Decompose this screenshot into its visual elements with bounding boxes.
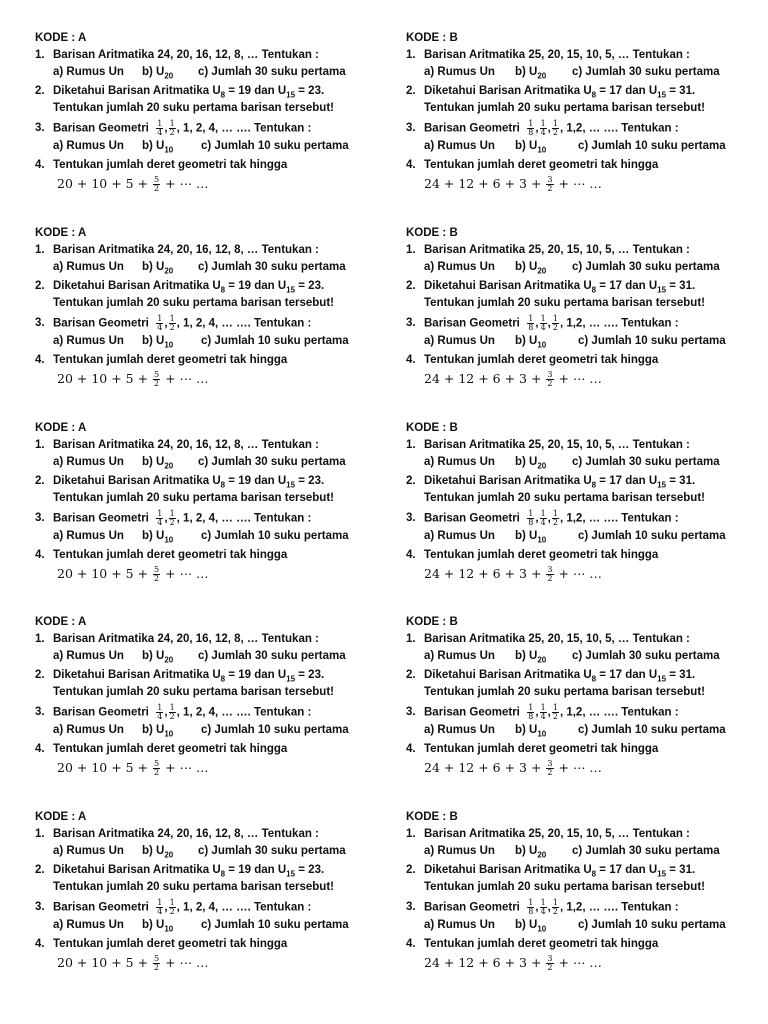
option-c: c) Jumlah 30 suku pertama	[198, 261, 346, 273]
question-number: 4.	[406, 549, 416, 561]
option-c: c) Jumlah 10 suku pertama	[578, 919, 726, 931]
question-2-text: Diketahui Barisan Aritmatika $U_8 = 17$ dan $U_{15} = 31$.	[424, 475, 696, 490]
question-card	[35, 420, 383, 584]
option-b: b) $U_{20}$	[515, 456, 547, 471]
question-number: 4.	[406, 938, 416, 950]
question-1-text: Barisan Aritmatika 24, 20, 16, 12, 8, … Tentukan :	[53, 633, 319, 645]
question-2-text: Diketahui Barisan Aritmatika $U_8 = 17$ dan $U_{15} = 31$.	[424, 280, 696, 295]
series-expression: 24 + 12 + 6 + 3 + $\frac{3}{2}$ + ⋯ …	[424, 370, 602, 388]
option-c: c) Jumlah 30 suku pertama	[198, 456, 346, 468]
fraction: $\frac{1}{8}$	[528, 314, 534, 332]
question-number: 1.	[35, 439, 45, 451]
option-a: a) Rumus Un	[53, 456, 124, 468]
option-b: b) $U_{20}$	[142, 650, 174, 665]
question-number: 2.	[35, 669, 45, 681]
option-a: a) Rumus Un	[53, 724, 124, 736]
series-expression: 20 + 10 + 5 + $\frac{5}{2}$ + ⋯ …	[57, 175, 209, 193]
question-number: 3.	[406, 317, 416, 329]
question-4-text: Tentukan jumlah deret geometri tak hingga	[53, 938, 288, 950]
question-number: 2.	[35, 85, 45, 97]
fraction: $\frac{3}{2}$	[547, 370, 553, 388]
option-c: c) Jumlah 10 suku pertama	[201, 140, 349, 152]
question-number: 3.	[406, 706, 416, 718]
series-expression: 24 + 12 + 6 + 3 + $\frac{3}{2}$ + ⋯ …	[424, 175, 602, 193]
question-1-text: Barisan Aritmatika 24, 20, 16, 12, 8, … Tentukan :	[53, 439, 319, 451]
question-4-text: Tentukan jumlah deret geometri tak hingga	[424, 938, 659, 950]
question-number: 4.	[35, 354, 45, 366]
fraction: $\frac{1}{4}$	[540, 119, 546, 137]
series-expression: 24 + 12 + 6 + 3 + $\frac{3}{2}$ + ⋯ …	[424, 954, 602, 972]
fraction: $\frac{5}{2}$	[154, 370, 160, 388]
option-a: a) Rumus Un	[53, 261, 124, 273]
option-a: a) Rumus Un	[53, 335, 124, 347]
question-number: 4.	[35, 159, 45, 171]
question-2-instruction: Tentukan jumlah 20 suku pertama barisan tersebut!	[53, 102, 334, 114]
question-number: 1.	[35, 828, 45, 840]
question-number: 2.	[35, 864, 45, 876]
option-c: c) Jumlah 10 suku pertama	[201, 919, 349, 931]
fraction: $\frac{5}{2}$	[154, 954, 160, 972]
question-1-text: Barisan Aritmatika 25, 20, 15, 10, 5, … Tentukan :	[424, 49, 690, 61]
fraction: $\frac{5}{2}$	[154, 175, 160, 193]
question-number: 4.	[35, 743, 45, 755]
option-b: b) $U_{20}$	[142, 845, 174, 860]
fraction: $\frac{1}{2}$	[169, 509, 175, 527]
fraction: $\frac{1}{2}$	[552, 898, 558, 916]
option-a: a) Rumus Un	[424, 140, 495, 152]
question-number: 4.	[35, 549, 45, 561]
card-code: KODE : B	[406, 616, 458, 628]
option-c: c) Jumlah 10 suku pertama	[201, 530, 349, 542]
question-1-text: Barisan Aritmatika 24, 20, 16, 12, 8, … Tentukan :	[53, 828, 319, 840]
question-2-instruction: Tentukan jumlah 20 suku pertama barisan tersebut!	[53, 881, 334, 893]
question-2-instruction: Tentukan jumlah 20 suku pertama barisan tersebut!	[424, 686, 705, 698]
option-b: b) $U_{10}$	[142, 140, 174, 155]
fraction: $\frac{1}{4}$	[157, 898, 163, 916]
option-c: c) Jumlah 30 suku pertama	[572, 650, 720, 662]
option-b: b) $U_{10}$	[142, 530, 174, 545]
question-2-text: Diketahui Barisan Aritmatika $U_8 = 17$ dan $U_{15} = 31$.	[424, 85, 696, 100]
question-4-text: Tentukan jumlah deret geometri tak hingga	[53, 549, 288, 561]
question-2-text: Diketahui Barisan Aritmatika $U_8 = 19$ dan $U_{15} = 23$.	[53, 669, 325, 684]
fraction: $\frac{5}{2}$	[154, 759, 160, 777]
fraction: $\frac{1}{4}$	[157, 119, 163, 137]
question-3-text: Barisan Geometri $\frac{1}{4}$ , $\frac{1}{2}$ , 1, 2, 4, … …. Tentukan :	[53, 703, 312, 721]
question-number: 1.	[406, 439, 416, 451]
option-a: a) Rumus Un	[53, 530, 124, 542]
option-b: b) $U_{10}$	[515, 335, 547, 350]
question-number: 3.	[35, 901, 45, 913]
option-c: c) Jumlah 10 suku pertama	[201, 724, 349, 736]
question-number: 4.	[406, 743, 416, 755]
question-1-text: Barisan Aritmatika 25, 20, 15, 10, 5, … Tentukan :	[424, 244, 690, 256]
option-c: c) Jumlah 10 suku pertama	[201, 335, 349, 347]
question-number: 3.	[406, 122, 416, 134]
card-code: KODE : A	[35, 616, 87, 628]
question-3-text: Barisan Geometri $\frac{1}{8}$ , $\frac{1}{4}$ , $\frac{1}{2}$ , 1,2, … …. Tentukan :	[424, 703, 679, 721]
question-number: 2.	[406, 669, 416, 681]
fraction: $\frac{5}{2}$	[154, 565, 160, 583]
question-card	[35, 614, 383, 778]
question-card	[406, 614, 754, 778]
fraction: $\frac{1}{2}$	[169, 898, 175, 916]
option-b: b) $U_{20}$	[142, 66, 174, 81]
fraction: $\frac{1}{2}$	[552, 314, 558, 332]
question-2-text: Diketahui Barisan Aritmatika $U_8 = 19$ dan $U_{15} = 23$.	[53, 475, 325, 490]
question-3-text: Barisan Geometri $\frac{1}{4}$ , $\frac{1}{2}$ , 1, 2, 4, … …. Tentukan :	[53, 314, 312, 332]
fraction: $\frac{1}{2}$	[552, 703, 558, 721]
fraction: $\frac{1}{2}$	[552, 119, 558, 137]
question-card	[406, 225, 754, 389]
option-a: a) Rumus Un	[53, 66, 124, 78]
question-2-instruction: Tentukan jumlah 20 suku pertama barisan tersebut!	[424, 102, 705, 114]
question-number: 1.	[406, 633, 416, 645]
option-b: b) $U_{20}$	[515, 261, 547, 276]
fraction: $\frac{3}{2}$	[547, 175, 553, 193]
option-a: a) Rumus Un	[424, 530, 495, 542]
question-number: 1.	[406, 828, 416, 840]
card-code: KODE : B	[406, 422, 458, 434]
question-card	[406, 30, 754, 194]
series-expression: 20 + 10 + 5 + $\frac{5}{2}$ + ⋯ …	[57, 370, 209, 388]
question-4-text: Tentukan jumlah deret geometri tak hingga	[424, 743, 659, 755]
question-2-instruction: Tentukan jumlah 20 suku pertama barisan tersebut!	[424, 881, 705, 893]
question-card	[35, 809, 383, 973]
question-3-text: Barisan Geometri $\frac{1}{8}$ , $\frac{1}{4}$ , $\frac{1}{2}$ , 1,2, … …. Tentukan :	[424, 314, 679, 332]
question-4-text: Tentukan jumlah deret geometri tak hingga	[53, 354, 288, 366]
fraction: $\frac{1}{8}$	[528, 509, 534, 527]
question-4-text: Tentukan jumlah deret geometri tak hingga	[424, 549, 659, 561]
card-code: KODE : A	[35, 811, 87, 823]
question-number: 2.	[35, 475, 45, 487]
question-2-instruction: Tentukan jumlah 20 suku pertama barisan tersebut!	[53, 686, 334, 698]
question-1-text: Barisan Aritmatika 25, 20, 15, 10, 5, … Tentukan :	[424, 828, 690, 840]
option-a: a) Rumus Un	[53, 845, 124, 857]
option-c: c) Jumlah 30 suku pertama	[198, 845, 346, 857]
fraction: $\frac{1}{8}$	[528, 119, 534, 137]
option-b: b) $U_{10}$	[515, 724, 547, 739]
fraction: $\frac{1}{4}$	[157, 314, 163, 332]
question-card	[406, 809, 754, 973]
option-b: b) $U_{10}$	[515, 530, 547, 545]
option-a: a) Rumus Un	[424, 650, 495, 662]
question-number: 2.	[406, 864, 416, 876]
series-expression: 20 + 10 + 5 + $\frac{5}{2}$ + ⋯ …	[57, 759, 209, 777]
question-number: 3.	[35, 706, 45, 718]
question-number: 1.	[406, 244, 416, 256]
question-card	[406, 420, 754, 584]
question-2-text: Diketahui Barisan Aritmatika $U_8 = 19$ dan $U_{15} = 23$.	[53, 280, 325, 295]
option-c: c) Jumlah 10 suku pertama	[578, 724, 726, 736]
question-3-text: Barisan Geometri $\frac{1}{4}$ , $\frac{1}{2}$ , 1, 2, 4, … …. Tentukan :	[53, 898, 312, 916]
question-number: 3.	[406, 901, 416, 913]
question-2-instruction: Tentukan jumlah 20 suku pertama barisan tersebut!	[53, 492, 334, 504]
fraction: $\frac{3}{2}$	[547, 759, 553, 777]
question-2-text: Diketahui Barisan Aritmatika $U_8 = 17$ dan $U_{15} = 31$.	[424, 669, 696, 684]
card-code: KODE : A	[35, 227, 87, 239]
option-b: b) $U_{10}$	[142, 919, 174, 934]
question-card	[35, 225, 383, 389]
fraction: $\frac{1}{2}$	[169, 119, 175, 137]
card-code: KODE : B	[406, 32, 458, 44]
option-a: a) Rumus Un	[424, 919, 495, 931]
option-c: c) Jumlah 10 suku pertama	[578, 140, 726, 152]
fraction: $\frac{3}{2}$	[547, 565, 553, 583]
fraction: $\frac{1}{4}$	[157, 703, 163, 721]
option-c: c) Jumlah 30 suku pertama	[198, 650, 346, 662]
option-b: b) $U_{10}$	[515, 140, 547, 155]
question-2-instruction: Tentukan jumlah 20 suku pertama barisan tersebut!	[424, 492, 705, 504]
option-c: c) Jumlah 30 suku pertama	[572, 261, 720, 273]
question-number: 4.	[35, 938, 45, 950]
series-expression: 20 + 10 + 5 + $\frac{5}{2}$ + ⋯ …	[57, 565, 209, 583]
option-a: a) Rumus Un	[424, 724, 495, 736]
fraction: $\frac{1}{4}$	[540, 898, 546, 916]
option-a: a) Rumus Un	[424, 66, 495, 78]
option-a: a) Rumus Un	[424, 261, 495, 273]
option-a: a) Rumus Un	[424, 845, 495, 857]
series-expression: 24 + 12 + 6 + 3 + $\frac{3}{2}$ + ⋯ …	[424, 759, 602, 777]
question-3-text: Barisan Geometri $\frac{1}{8}$ , $\frac{1}{4}$ , $\frac{1}{2}$ , 1,2, … …. Tentukan :	[424, 509, 679, 527]
series-expression: 24 + 12 + 6 + 3 + $\frac{3}{2}$ + ⋯ …	[424, 565, 602, 583]
question-2-text: Diketahui Barisan Aritmatika $U_8 = 17$ dan $U_{15} = 31$.	[424, 864, 696, 879]
option-a: a) Rumus Un	[424, 456, 495, 468]
question-1-text: Barisan Aritmatika 25, 20, 15, 10, 5, … Tentukan :	[424, 633, 690, 645]
fraction: $\frac{1}{2}$	[169, 703, 175, 721]
option-a: a) Rumus Un	[53, 919, 124, 931]
fraction: $\frac{1}{4}$	[540, 509, 546, 527]
option-a: a) Rumus Un	[53, 650, 124, 662]
question-3-text: Barisan Geometri $\frac{1}{4}$ , $\frac{1}{2}$ , 1, 2, 4, … …. Tentukan :	[53, 509, 312, 527]
question-number: 3.	[406, 512, 416, 524]
fraction: $\frac{1}{8}$	[528, 898, 534, 916]
fraction: $\frac{1}{2}$	[552, 509, 558, 527]
question-1-text: Barisan Aritmatika 25, 20, 15, 10, 5, … Tentukan :	[424, 439, 690, 451]
fraction: $\frac{1}{4}$	[157, 509, 163, 527]
fraction: $\frac{1}{2}$	[169, 314, 175, 332]
option-b: b) $U_{10}$	[142, 724, 174, 739]
option-c: c) Jumlah 30 suku pertama	[572, 66, 720, 78]
question-3-text: Barisan Geometri $\frac{1}{8}$ , $\frac{1}{4}$ , $\frac{1}{2}$ , 1,2, … …. Tentukan :	[424, 898, 679, 916]
option-b: b) $U_{10}$	[515, 919, 547, 934]
fraction: $\frac{1}{8}$	[528, 703, 534, 721]
question-3-text: Barisan Geometri $\frac{1}{4}$ , $\frac{1}{2}$ , 1, 2, 4, … …. Tentukan :	[53, 119, 312, 137]
question-2-instruction: Tentukan jumlah 20 suku pertama barisan tersebut!	[53, 297, 334, 309]
option-b: b) $U_{20}$	[515, 650, 547, 665]
option-b: b) $U_{10}$	[142, 335, 174, 350]
question-3-text: Barisan Geometri $\frac{1}{8}$ , $\frac{1}{4}$ , $\frac{1}{2}$ , 1,2, … …. Tentukan :	[424, 119, 679, 137]
fraction: $\frac{1}{4}$	[540, 703, 546, 721]
question-4-text: Tentukan jumlah deret geometri tak hingga	[53, 159, 288, 171]
question-number: 1.	[35, 49, 45, 61]
question-4-text: Tentukan jumlah deret geometri tak hingga	[424, 159, 659, 171]
question-number: 2.	[406, 85, 416, 97]
card-code: KODE : A	[35, 422, 87, 434]
option-c: c) Jumlah 30 suku pertama	[198, 66, 346, 78]
option-b: b) $U_{20}$	[515, 845, 547, 860]
option-c: c) Jumlah 10 suku pertama	[578, 335, 726, 347]
card-code: KODE : A	[35, 32, 87, 44]
question-card	[35, 30, 383, 194]
question-2-text: Diketahui Barisan Aritmatika $U_8 = 19$ dan $U_{15} = 23$.	[53, 85, 325, 100]
question-1-text: Barisan Aritmatika 24, 20, 16, 12, 8, … Tentukan :	[53, 244, 319, 256]
question-number: 1.	[35, 244, 45, 256]
card-code: KODE : B	[406, 227, 458, 239]
option-c: c) Jumlah 30 suku pertama	[572, 456, 720, 468]
question-number: 3.	[35, 512, 45, 524]
question-1-text: Barisan Aritmatika 24, 20, 16, 12, 8, … Tentukan :	[53, 49, 319, 61]
question-number: 4.	[406, 159, 416, 171]
option-b: b) $U_{20}$	[142, 261, 174, 276]
question-4-text: Tentukan jumlah deret geometri tak hingga	[53, 743, 288, 755]
question-2-text: Diketahui Barisan Aritmatika $U_8 = 19$ dan $U_{15} = 23$.	[53, 864, 325, 879]
question-number: 2.	[406, 475, 416, 487]
fraction: $\frac{1}{4}$	[540, 314, 546, 332]
question-number: 1.	[406, 49, 416, 61]
option-b: b) $U_{20}$	[515, 66, 547, 81]
option-c: c) Jumlah 10 suku pertama	[578, 530, 726, 542]
question-number: 1.	[35, 633, 45, 645]
option-b: b) $U_{20}$	[142, 456, 174, 471]
question-number: 2.	[406, 280, 416, 292]
question-4-text: Tentukan jumlah deret geometri tak hingga	[424, 354, 659, 366]
question-number: 2.	[35, 280, 45, 292]
fraction: $\frac{3}{2}$	[547, 954, 553, 972]
card-code: KODE : B	[406, 811, 458, 823]
question-2-instruction: Tentukan jumlah 20 suku pertama barisan tersebut!	[424, 297, 705, 309]
question-number: 3.	[35, 122, 45, 134]
question-number: 3.	[35, 317, 45, 329]
question-number: 4.	[406, 354, 416, 366]
option-a: a) Rumus Un	[424, 335, 495, 347]
option-c: c) Jumlah 30 suku pertama	[572, 845, 720, 857]
option-a: a) Rumus Un	[53, 140, 124, 152]
series-expression: 20 + 10 + 5 + $\frac{5}{2}$ + ⋯ …	[57, 954, 209, 972]
